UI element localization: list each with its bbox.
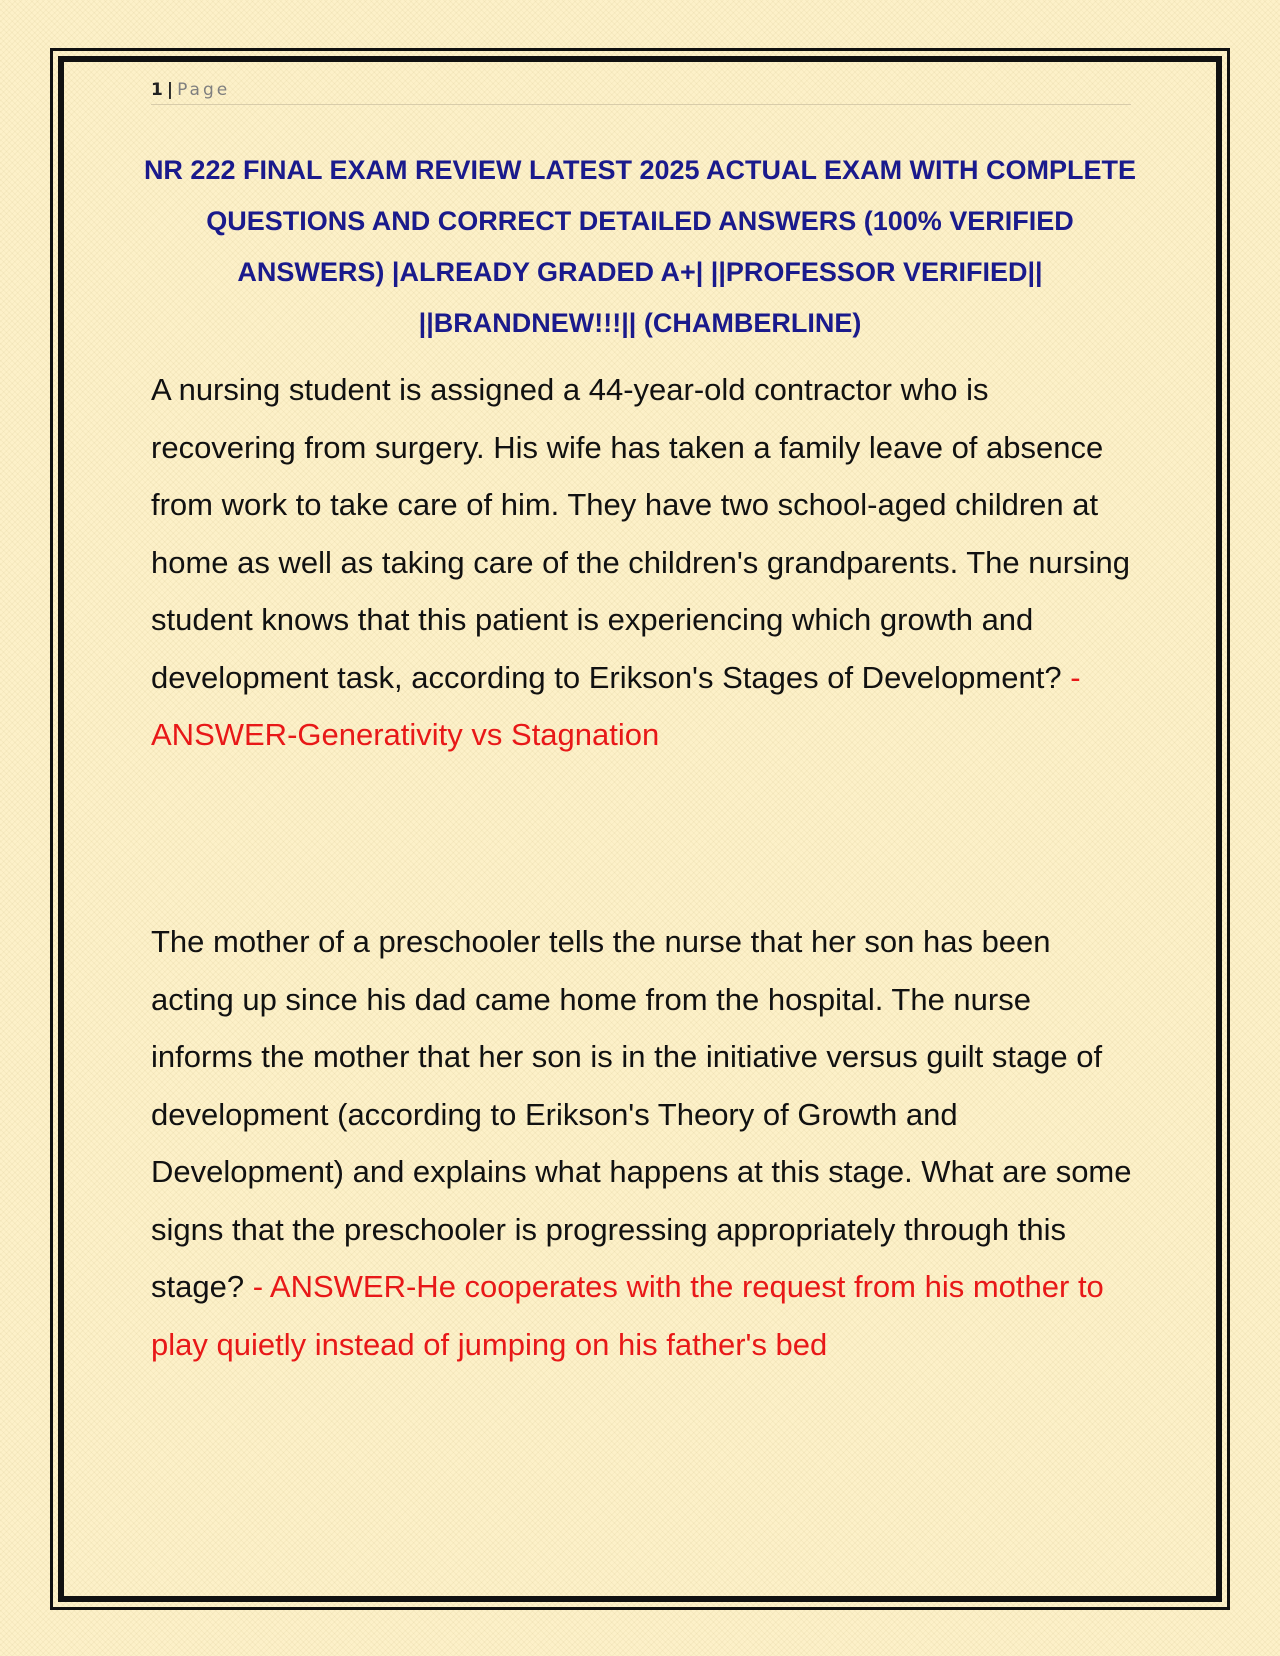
answer-text: - ANSWER-Generativity vs Stagnation (151, 659, 1081, 752)
question-text: The mother of a preschooler tells the nurse that her son has been acting up since his dad came home from the hospital. The nurse informs the mother that her son is in the initiative versus guilt stage of development (according to Erikson's Theory of Growth and Development) and explains what happens at this stage. What are some signs that the preschooler is progressing appropriately through this stage? (151, 924, 1132, 1304)
page-separator: | (166, 80, 174, 100)
answer-text: - ANSWER-He cooperates with the request from his mother to play quietly instead of jumping on his father's bed (151, 1269, 1104, 1362)
question-text: A nursing student is assigned a 44-year-old contractor who is recovering from surgery. His wife has taken a family leave of absence from work to take care of him. They have two school-aged children at home as well as taking care of the children's grandparents. The nursing student knows that this patient is experiencing which growth and development task, according to Erikson's Stages of Development? (151, 372, 1130, 695)
page-word: Page (177, 80, 231, 100)
page-number: 1 (151, 80, 163, 100)
page-header (151, 78, 1131, 105)
document-title: NR 222 FINAL EXAM REVIEW LATEST 2025 ACTUAL EXAM WITH COMPLETE QUESTIONS AND CORRECT DETAILED ANSWERS (100% VERIFIED ANSWERS) |ALREADY GRADED A+| ||PROFESSOR VERIFIED|| ||BRANDNEW!!!|| (CHAMBERLINE) (143, 155, 1137, 338)
question-block (151, 913, 1141, 1373)
question-block (151, 361, 1141, 764)
